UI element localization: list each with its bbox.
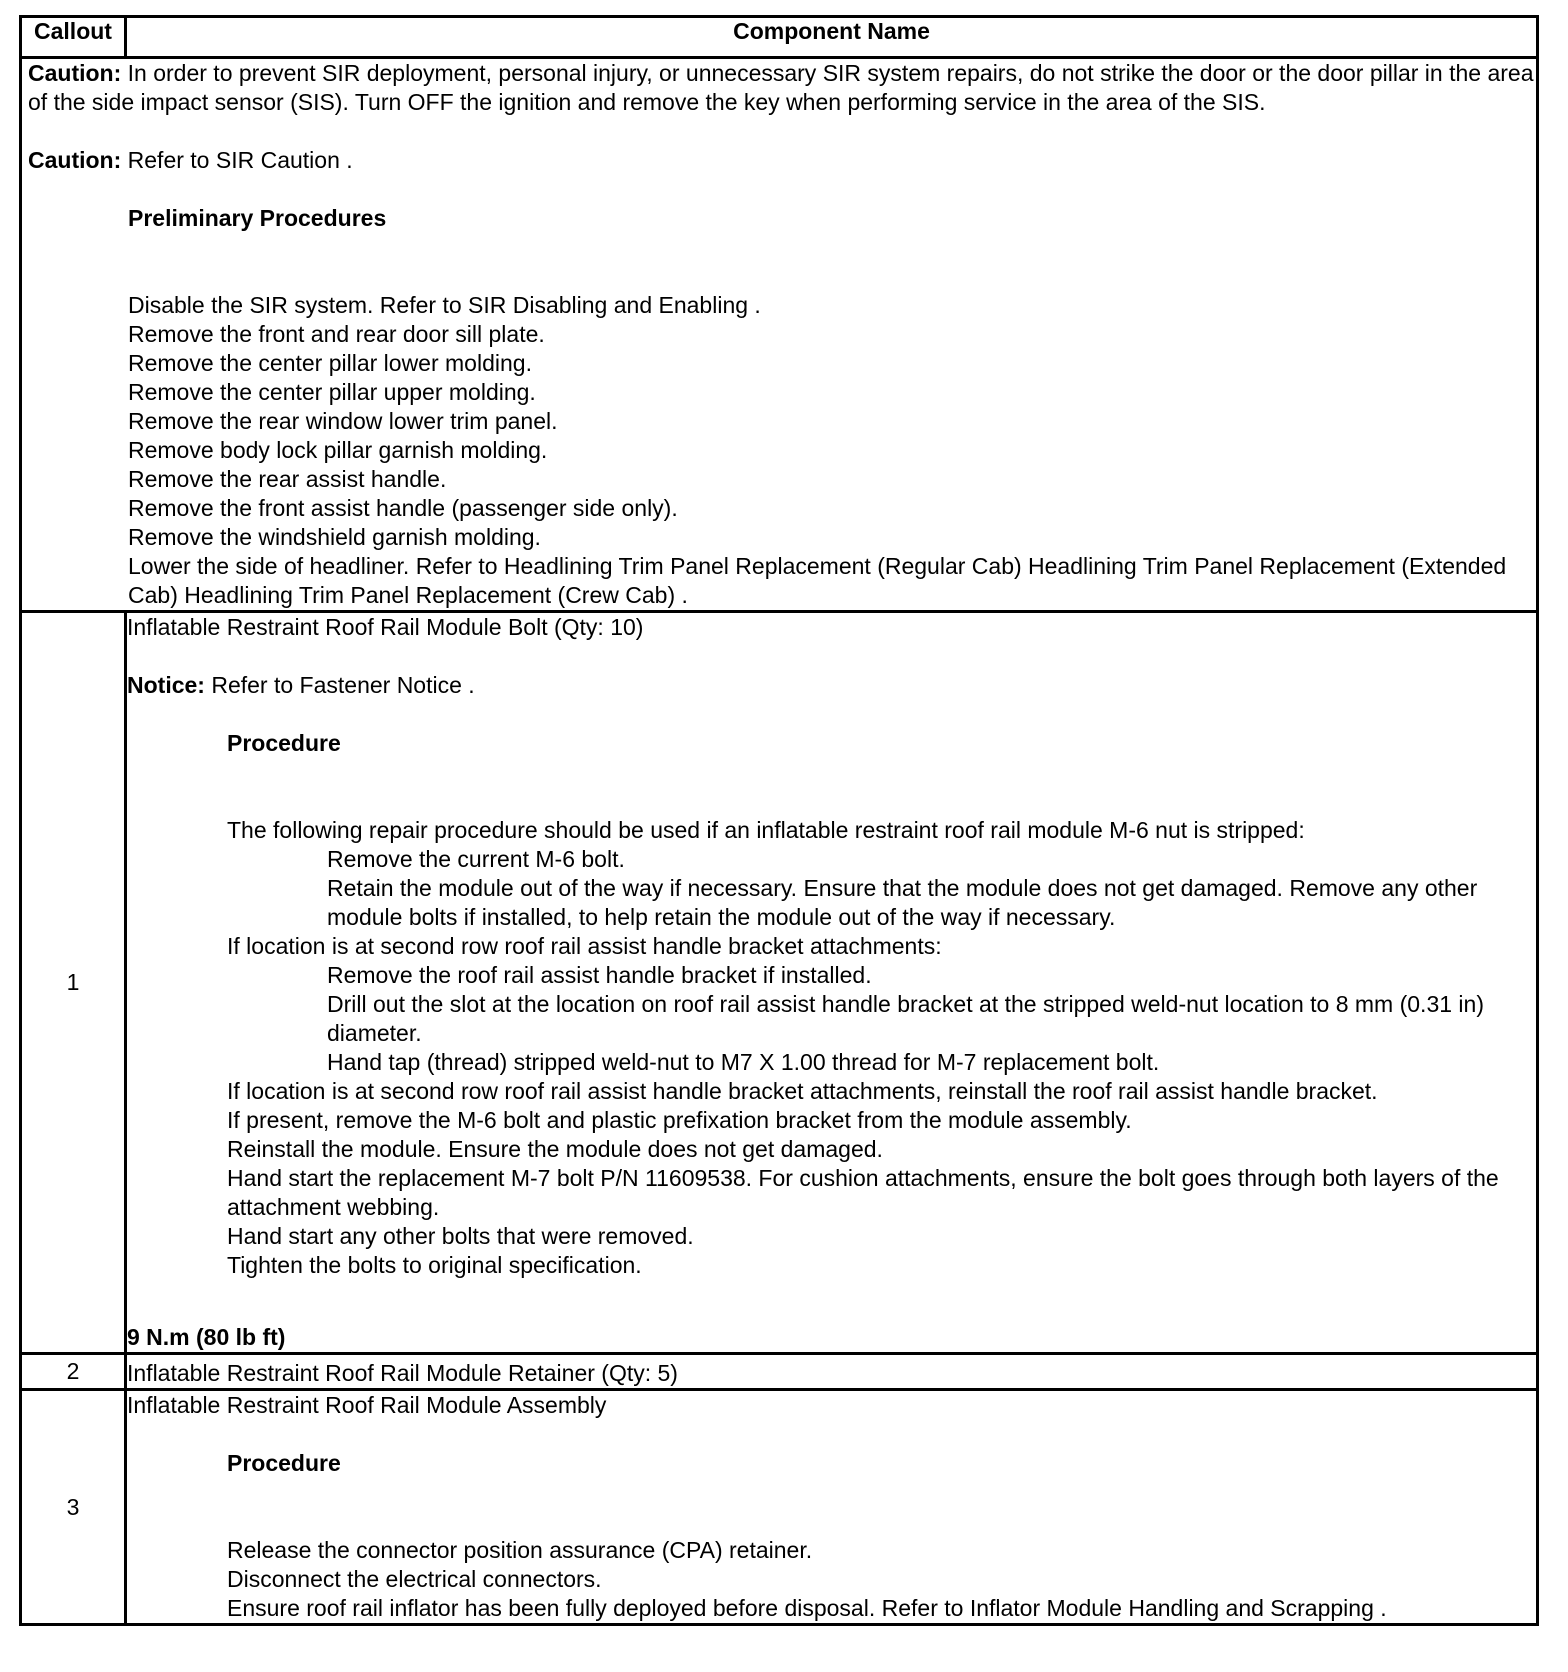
callout-number: 1 bbox=[21, 612, 126, 1354]
table-header-row bbox=[21, 17, 1538, 58]
intro-cell bbox=[21, 58, 1538, 612]
prelim-step: Remove body lock pillar garnish molding. bbox=[128, 437, 548, 463]
procedure-step: If present, remove the M-6 bolt and plastic prefixation bracket from the module assembly. bbox=[227, 1107, 1132, 1133]
procedure-step: If location is at second row roof rail assist handle bracket attachments: bbox=[227, 933, 942, 959]
table-row bbox=[21, 1354, 1538, 1390]
procedure-step: If location is at second row roof rail assist handle bracket attachments, reinstall the roof rail assist handle bracket. bbox=[227, 1078, 1378, 1104]
procedure-step: Hand start any other bolts that were removed. bbox=[227, 1223, 694, 1249]
procedure-title: Procedure bbox=[227, 730, 341, 756]
intro-row bbox=[21, 58, 1538, 612]
prelim-step: Lower the side of headliner. Refer to Headlining Trim Panel Replacement (Regular Cab) Headlining Trim Panel Replacement (Extended Cab) Headlining Trim Panel Replacement (Crew Cab) . bbox=[128, 553, 1507, 608]
notice-text: Refer to Fastener Notice . bbox=[204, 672, 475, 698]
prelim-step: Remove the center pillar lower molding. bbox=[128, 350, 532, 376]
procedure-substep: Remove the roof rail assist handle bracket if installed. bbox=[327, 962, 872, 988]
notice bbox=[127, 671, 1536, 700]
prelim-step: Disable the SIR system. Refer to SIR Disabling and Enabling . bbox=[128, 292, 761, 318]
callout-header: Callout bbox=[21, 17, 126, 58]
prelim-step: Remove the rear assist handle. bbox=[128, 466, 447, 492]
callout-number: 3 bbox=[21, 1390, 126, 1625]
table-row bbox=[21, 612, 1538, 1354]
procedure-step: Disconnect the electrical connectors. bbox=[227, 1566, 602, 1592]
component-table bbox=[19, 15, 1539, 1626]
torque-spec: 9 N.m (80 lb ft) bbox=[127, 1324, 286, 1350]
procedure-substep: Hand tap (thread) stripped weld-nut to M7 X 1.00 thread for M-7 replacement bolt. bbox=[327, 1049, 1160, 1075]
procedure-step: Tighten the bolts to original specification. bbox=[227, 1252, 642, 1278]
caution-label: Caution: bbox=[28, 147, 122, 173]
component-name: Inflatable Restraint Roof Rail Module Assembly bbox=[127, 1392, 607, 1418]
prelim-step: Remove the center pillar upper molding. bbox=[128, 379, 536, 405]
component-name-header: Component Name bbox=[126, 17, 1538, 58]
procedure-substep: Drill out the slot at the location on roof rail assist handle bracket at the stripped weld-nut location to 8 mm (0.31 in) diameter. bbox=[327, 991, 1484, 1046]
prelim-step: Remove the front assist handle (passenger side only). bbox=[128, 495, 678, 521]
procedure-substep: Remove the current M-6 bolt. bbox=[327, 846, 625, 872]
component-name: Inflatable Restraint Roof Rail Module Bolt (Qty: 10) bbox=[127, 614, 644, 640]
component-cell bbox=[126, 1354, 1538, 1390]
procedure-title: Procedure bbox=[227, 1450, 341, 1476]
procedure-step: The following repair procedure should be used if an inflatable restraint roof rail module M-6 nut is stripped: bbox=[227, 817, 1305, 843]
procedure-substep: Retain the module out of the way if necessary. Ensure that the module does not get damaged. Remove any other module bolts if installed, to help retain the module out of the way if necessary. bbox=[327, 875, 1478, 930]
procedure-step: Hand start the replacement M-7 bolt P/N 11609538. For cushion attachments, ensure the bolt goes through both layers of the attachment webbing. bbox=[227, 1165, 1499, 1220]
caution-2 bbox=[28, 146, 1536, 175]
caution-text: In order to prevent SIR deployment, personal injury, or unnecessary SIR system repairs, do not strike the door or the door pillar in the area of the side impact sensor (SIS). Turn OFF the ignition and remove the key when performing service in the area of the SIS. bbox=[28, 60, 1534, 115]
caution-text: Refer to SIR Caution . bbox=[121, 147, 353, 173]
preliminary-title: Preliminary Procedures bbox=[128, 205, 387, 231]
preliminary-steps bbox=[28, 291, 1536, 610]
caution-1 bbox=[28, 59, 1536, 117]
table-row bbox=[21, 1390, 1538, 1625]
component-cell bbox=[126, 612, 1538, 1354]
caution-label: Caution: bbox=[28, 60, 122, 86]
prelim-step: Remove the front and rear door sill plate. bbox=[128, 321, 545, 347]
component-name: Inflatable Restraint Roof Rail Module Retainer (Qty: 5) bbox=[127, 1360, 678, 1386]
prelim-step: Remove the windshield garnish molding. bbox=[128, 524, 541, 550]
callout-number: 2 bbox=[21, 1354, 126, 1390]
notice-label: Notice: bbox=[127, 672, 205, 698]
procedure-step: Reinstall the module. Ensure the module does not get damaged. bbox=[227, 1136, 883, 1162]
prelim-step: Remove the rear window lower trim panel. bbox=[128, 408, 558, 434]
component-cell bbox=[126, 1390, 1538, 1625]
procedure-step: Release the connector position assurance (CPA) retainer. bbox=[227, 1537, 813, 1563]
procedure-step: Ensure roof rail inflator has been fully deployed before disposal. Refer to Inflator Module Handling and Scrapping . bbox=[227, 1595, 1387, 1621]
